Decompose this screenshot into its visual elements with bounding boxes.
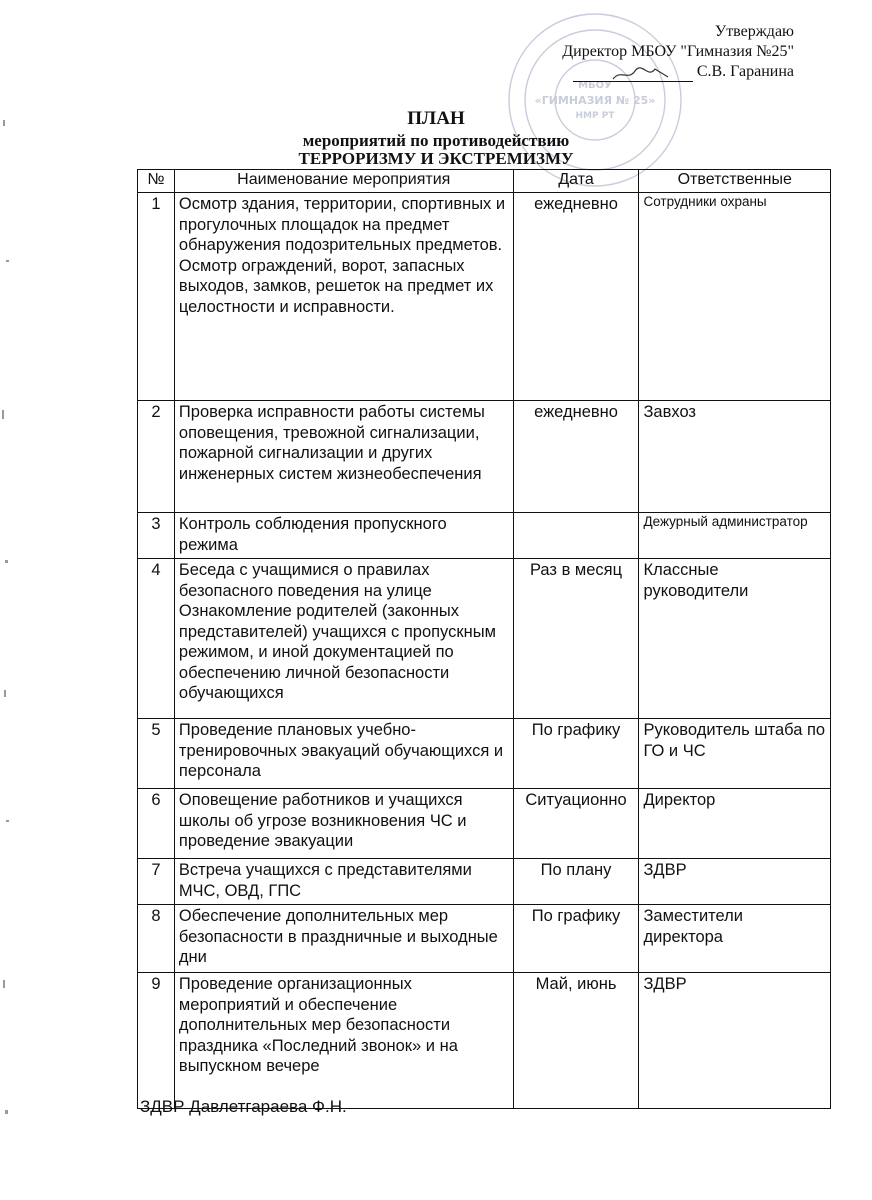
row-date — [513, 513, 639, 559]
row-date: По графику — [513, 719, 639, 789]
row-name: Встреча учащихся с представителями МЧС, ОВД, ГПС — [174, 859, 513, 905]
row-responsible: ЗДВР — [639, 859, 831, 905]
table-row — [138, 973, 831, 1109]
header-name: Наименование мероприятия — [174, 170, 513, 193]
header-num: № — [138, 170, 175, 193]
row-name: Беседа с учащимися о правилах безопасного поведения на улице Ознакомление родителей (законных представителей) учащихся с пропускным режимом, и иной документацией по обеспечению личной безопасности обучающихся — [174, 559, 513, 719]
header-responsible: Ответственные — [639, 170, 831, 193]
approval-position: Директор МБОУ "Гимназия №25" — [562, 43, 794, 60]
header-date: Дата — [513, 170, 639, 193]
document-subtitle: мероприятий по противодействию — [302, 131, 570, 150]
row-num: 9 — [138, 973, 175, 1109]
row-responsible: Директор — [639, 789, 831, 859]
row-name: Оповещение работников и учащихся школы об угрозе возникновения ЧС и проведение эвакуации — [174, 789, 513, 859]
row-num: 6 — [138, 789, 175, 859]
row-num: 2 — [138, 401, 175, 513]
row-date: По графику — [513, 905, 639, 973]
approval-signer — [562, 62, 794, 82]
document-title: ПЛАН — [407, 108, 465, 129]
table-row — [138, 719, 831, 789]
row-date: Раз в месяц — [513, 559, 639, 719]
row-date: Ситуационно — [513, 789, 639, 859]
row-responsible: Заместители директора — [639, 905, 831, 973]
table-row — [138, 513, 831, 559]
row-responsible: Дежурный администратор — [639, 513, 831, 559]
approval-name: С.В. Гаранина — [696, 63, 794, 80]
row-num: 8 — [138, 905, 175, 973]
row-responsible: Классные руководители — [639, 559, 831, 719]
signature-line — [573, 67, 693, 82]
table-row — [138, 905, 831, 973]
row-num: 1 — [138, 193, 175, 401]
table-row — [138, 559, 831, 719]
row-name: Обеспечение дополнительных мер безопасности в праздничные и выходные дни — [174, 905, 513, 973]
scan-edge-noise — [0, 0, 18, 1200]
row-num: 7 — [138, 859, 175, 905]
document-subtitle-2: ТЕРРОРИЗМУ И ЭКСТРЕМИЗМУ — [298, 149, 574, 168]
row-name: Осмотр здания, территории, спортивных и прогулочных площадок на предмет обнаружения подозрительных предметов. Осмотр ограждений, ворот, запасных выходов, замков, решеток на предмет их целостности и исправности. — [174, 193, 513, 401]
row-responsible: Завхоз — [639, 401, 831, 513]
row-name: Проведение плановых учебно-тренировочных эвакуаций обучающихся и персонала — [174, 719, 513, 789]
stamp-text-3: НМР РТ — [575, 111, 615, 121]
table-row — [138, 789, 831, 859]
stamp-text-2: «ГИМНАЗИЯ № 25» — [534, 94, 656, 107]
row-responsible: ЗДВР — [639, 973, 831, 1109]
row-name: Контроль соблюдения пропускного режима — [174, 513, 513, 559]
row-num: 4 — [138, 559, 175, 719]
table-row — [138, 401, 831, 513]
table-row — [138, 193, 831, 401]
row-date: ежедневно — [513, 401, 639, 513]
row-date: По плану — [513, 859, 639, 905]
approval-block — [562, 22, 794, 82]
row-name: Проведение организационных мероприятий и обеспечение дополнительных мер безопасности праздника «Последний звонок» и на выпускном вечере — [174, 973, 513, 1109]
activities-table — [137, 169, 831, 1109]
table-row — [138, 859, 831, 905]
stamp-text-1: МБОУ — [578, 80, 612, 91]
table-header-row — [138, 170, 831, 193]
row-name: Проверка исправности работы системы оповещения, тревожной сигнализации, пожарной сигнализации и других инженерных систем жизнеобеспечения — [174, 401, 513, 513]
row-date: ежедневно — [513, 193, 639, 401]
handwritten-signature — [573, 67, 693, 81]
row-num: 5 — [138, 719, 175, 789]
row-date: Май, июнь — [513, 973, 639, 1109]
row-responsible: Сотрудники охраны — [639, 193, 831, 401]
signer-name: ЗДВР Давлетгараева Ф.Н. — [140, 1097, 347, 1116]
row-num: 3 — [138, 513, 175, 559]
row-responsible: Руководитель штаба по ГО и ЧС — [639, 719, 831, 789]
approval-caption: Утверждаю — [714, 23, 794, 40]
